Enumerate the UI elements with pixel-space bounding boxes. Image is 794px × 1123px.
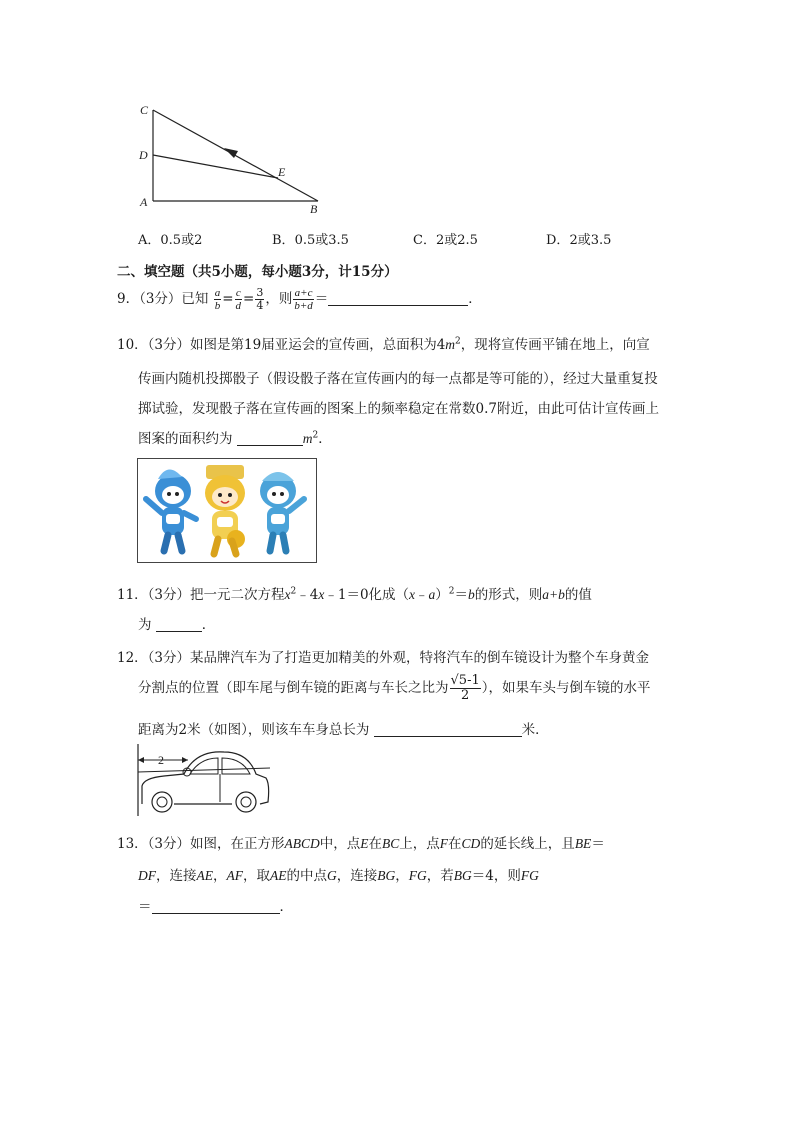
label-E: E bbox=[278, 165, 286, 179]
section-title: 二、填空题（共5小题，每小题3分，计15分） bbox=[117, 264, 398, 280]
label-B: B bbox=[310, 202, 318, 216]
question-11-line2: 为 ． bbox=[138, 617, 216, 633]
question-13-line3: ＝ ． bbox=[138, 899, 293, 915]
question-10-line2: 传画内随机投掷骰子（假设骰子落在宣传画内的每一点都是等可能的），经过大量重复投 bbox=[138, 371, 658, 387]
answer-blank-13 bbox=[152, 899, 280, 914]
label-A: A bbox=[140, 195, 148, 209]
answer-blank-12 bbox=[374, 722, 522, 737]
mascot-image bbox=[137, 458, 317, 563]
car-figure bbox=[134, 744, 274, 818]
answer-blank-9 bbox=[328, 291, 468, 306]
label-D: D bbox=[139, 148, 148, 162]
question-12-line1: 12．（3分）某品牌汽车为了打造更加精美的外观，特将汽车的倒车镜设计为整个车身黄金 bbox=[117, 650, 650, 666]
car-distance-label: 2 bbox=[158, 753, 164, 767]
question-10-line4: 图案的面积约为 $m^2$． bbox=[138, 430, 332, 447]
option-d: D．2或3.5 bbox=[546, 233, 612, 248]
triangle-figure bbox=[130, 98, 340, 218]
option-b: B．0.5或3.5 bbox=[272, 233, 349, 248]
question-13-line1: 13．（3分）如图，在正方形ABCD中，点E在BC上，点F在CD的延长线上，且BE＝ bbox=[117, 836, 605, 852]
mascot-illustration bbox=[138, 459, 316, 562]
answer-blank-11 bbox=[156, 617, 202, 632]
answer-blank-10 bbox=[237, 431, 303, 446]
question-12-line2: 分割点的位置（即车尾与倒车镜的距离与车长之比为 $\frac{√5-1}{2}$ ），如果车头与倒车镜的水平 bbox=[138, 673, 651, 703]
question-11-line1: 11．（3分）把一元二次方程$x^2﹣4x﹣1=0$化成（x﹣a）$^2$＝b的形式，则a+b的值 bbox=[117, 586, 592, 603]
question-13-line2: DF，连接AE，AF，取AE的中点G，连接BG，FG，若BG＝4，则FG bbox=[138, 868, 539, 884]
label-C: C bbox=[140, 103, 149, 117]
question-10-line3: 掷试验，发现骰子落在宣传画的图案上的频率稳定在常数0.7附近，由此可估计宣传画上 bbox=[138, 401, 659, 417]
question-12-line3: 距离为2米（如图），则该车车身总长为 米． bbox=[138, 722, 549, 738]
question-10-line1: 10．（3分）如图是第19届亚运会的宣传画，总面积为$4m^2$，现将宣传画平铺在地上，向宣 bbox=[117, 336, 650, 353]
option-c: C．2或2.5 bbox=[413, 233, 478, 248]
option-a: A．0.5或2 bbox=[138, 233, 203, 248]
question-9: 9．（3分）已知 $\frac{a}{b}$ = $\frac{c}{d}$ = $\frac{3}{4}$ ，则 $\frac{a+c}{b+d}$ ＝ ． bbox=[117, 286, 482, 312]
